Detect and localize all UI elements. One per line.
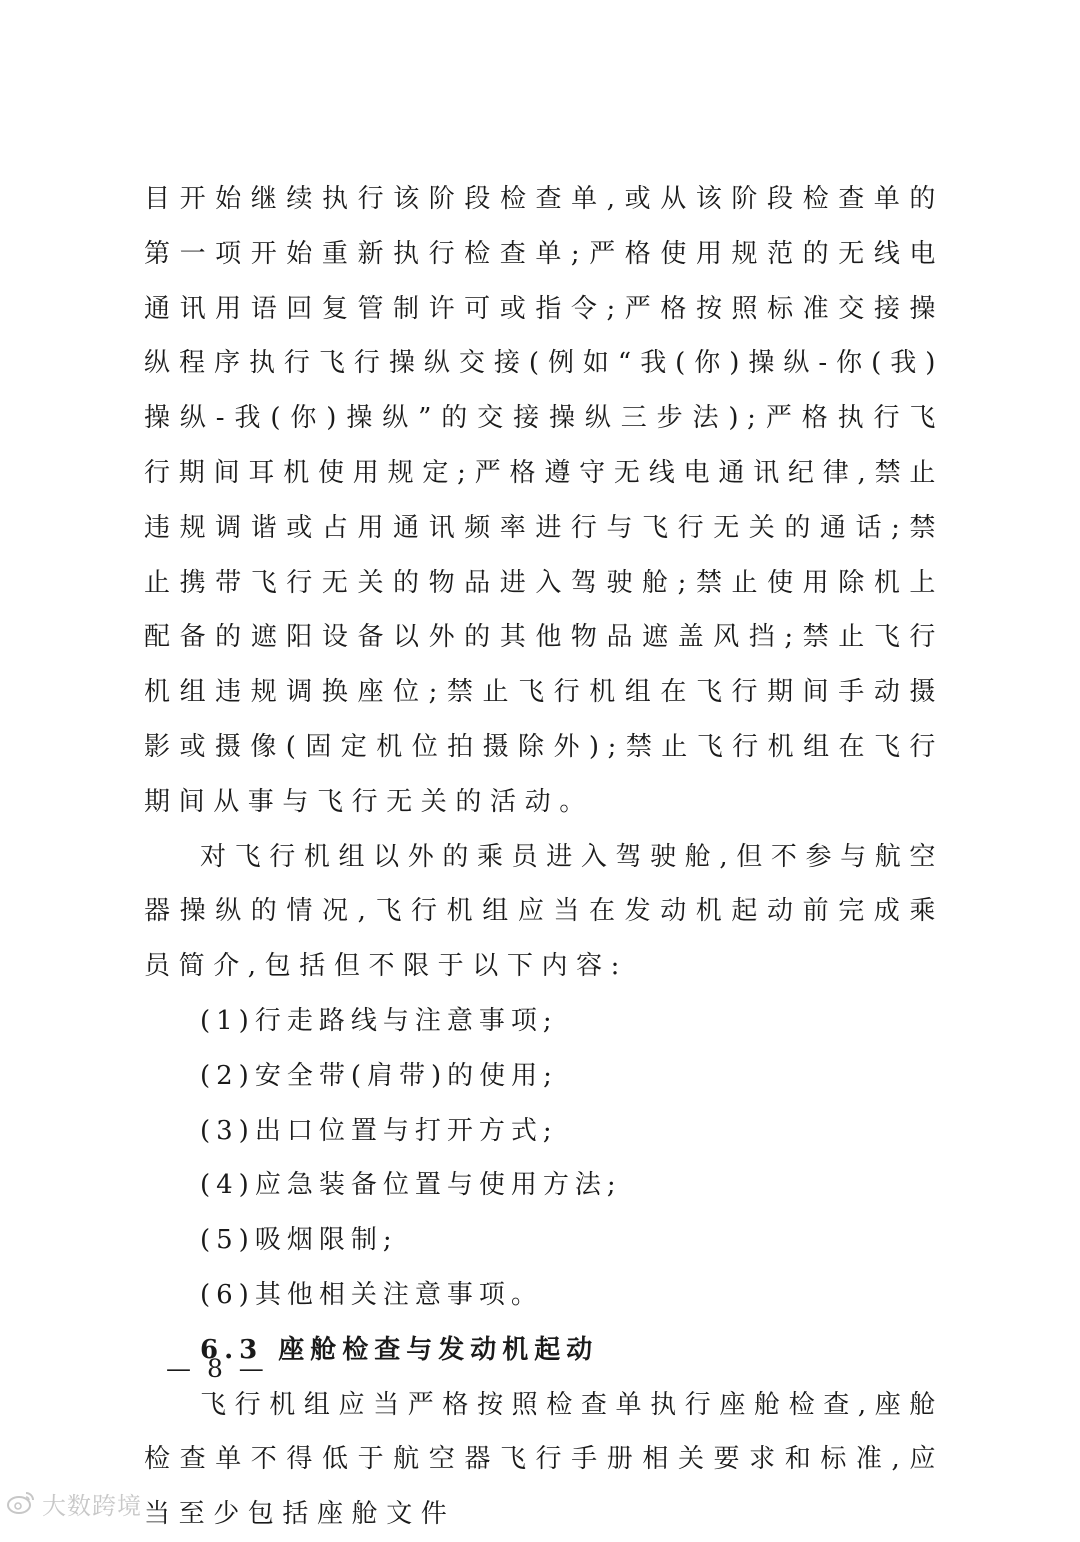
list-item: (1)行走路线与注意事项; xyxy=(200,1005,558,1036)
list-item: (6)其他相关注意事项。 xyxy=(200,1279,543,1310)
weibo-logo-icon xyxy=(6,1489,36,1519)
paragraph-crew-briefing: 对飞行机组以外的乘员进入驾驶舱,但不参与航空器操纵的情况,飞行机组应当在发动机起动前完成乘员简介,包括但不限于以下内容: xyxy=(144,841,944,982)
page-body xyxy=(144,172,944,1542)
watermark xyxy=(6,1486,142,1521)
paragraph-cockpit-check: 飞行机组应当严格按照检查单执行座舱检查,座舱检查单不得低于航空器飞行手册相关要求和标准,应当至少包括座舱文件 xyxy=(144,1389,944,1530)
paragraph-continuation: 目开始继续执行该阶段检查单,或从该阶段检查单的第一项开始重新执行检查单;严格使用规范的无线电通讯用语回复管制许可或指令;严格按照标准交接操纵程序执行飞行操纵交接(例如“我(你)操纵-你(我)操纵-我(你)操纵”的交接操纵三步法);严格执行飞行期间耳机使用规定;严格遵守无线电通讯纪律,禁止违规调谐或占用通讯频率进行与飞行无关的通话;禁止携带飞行无关的物品进入驾驶舱;禁止使用除机上配备的遮阳设备以外的其他物品遮盖风挡;禁止飞行机组违规调换座位;禁止飞行机组在飞行期间手动摄影或摄像(固定机位拍摄除外);禁止飞行机组在飞行期间从事与飞行无关的活动。 xyxy=(144,184,944,817)
watermark-text: 大数跨境 xyxy=(42,1492,142,1520)
list-item: (2)安全带(肩带)的使用; xyxy=(200,1060,558,1091)
list-item: (3)出口位置与打开方式; xyxy=(200,1115,558,1146)
list-item: (4)应急装备位置与使用方法; xyxy=(200,1170,622,1201)
list-item: (5)吸烟限制; xyxy=(200,1225,398,1256)
page-number: — 8 — xyxy=(166,1354,268,1383)
section-heading: 6.3 座舱检查与发动机起动 xyxy=(200,1334,599,1365)
